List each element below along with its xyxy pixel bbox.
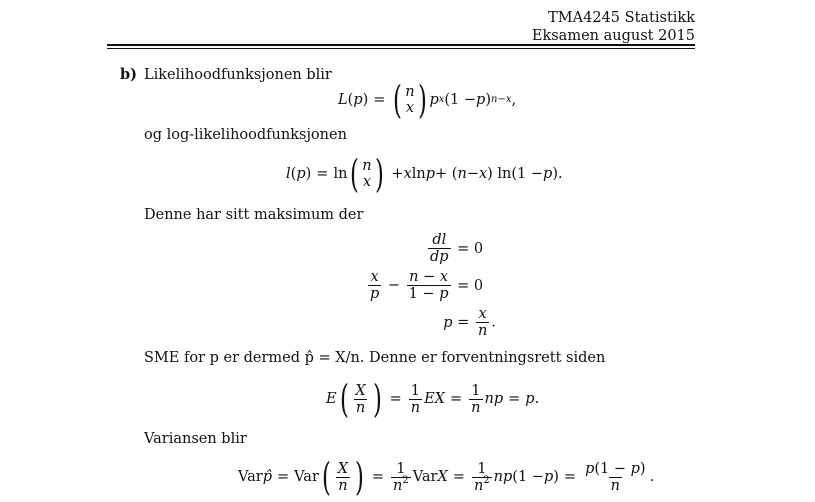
header-rule-thin — [107, 48, 695, 49]
section-label: b) — [120, 66, 137, 83]
binomial-coefficient-2: ( n x ) — [350, 152, 384, 196]
variance-equation: Var p̂ = Var ( $\frac{X}{n}$ ) = $\frac{1}{n^2}$ Var X = $\frac{1}{n^2}$ np (1 − p ) = $\frac{p(1 - p)}{n}$ . — [238, 455, 655, 499]
derivative-derivation: $\frac{dl}{dp}$ = 0 $\frac{x}{p}$ − $\frac{n - x}{1 - p}$ = 0 p = $\frac{x}{n}$ . — [370, 232, 496, 339]
page-header — [532, 9, 695, 45]
course-title: TMA4245 Statistikk — [548, 10, 695, 26]
binomial-coefficient: ( n x ) — [393, 78, 427, 122]
log-likelihood-equation: l ( p ) = ln ( n x ) + x ln p + ( n − x ) ln(1 − p ). — [286, 152, 563, 196]
expectation-equation: E ( $\frac{X}{n}$ ) = $\frac{1}{n}$ EX = $\frac{1}{n}$ np = p . — [326, 377, 540, 421]
intro-text: Likelihoodfunksjonen blir — [144, 67, 332, 83]
sme-text: SME for p er dermed p̂ = X/n. Denne er forventningsrett siden — [144, 350, 606, 366]
likelihood-equation: L ( p ) = ( n x ) p x (1 − p ) n−x , — [338, 78, 517, 122]
var-text: Variansen blir — [144, 431, 247, 447]
max-text: Denne har sitt maksimum der — [144, 207, 364, 223]
loglik-text: og log-likelihoodfunksjonen — [144, 127, 347, 143]
header-rule-thick — [107, 44, 695, 46]
exam-title: Eksamen august 2015 — [531, 28, 695, 44]
